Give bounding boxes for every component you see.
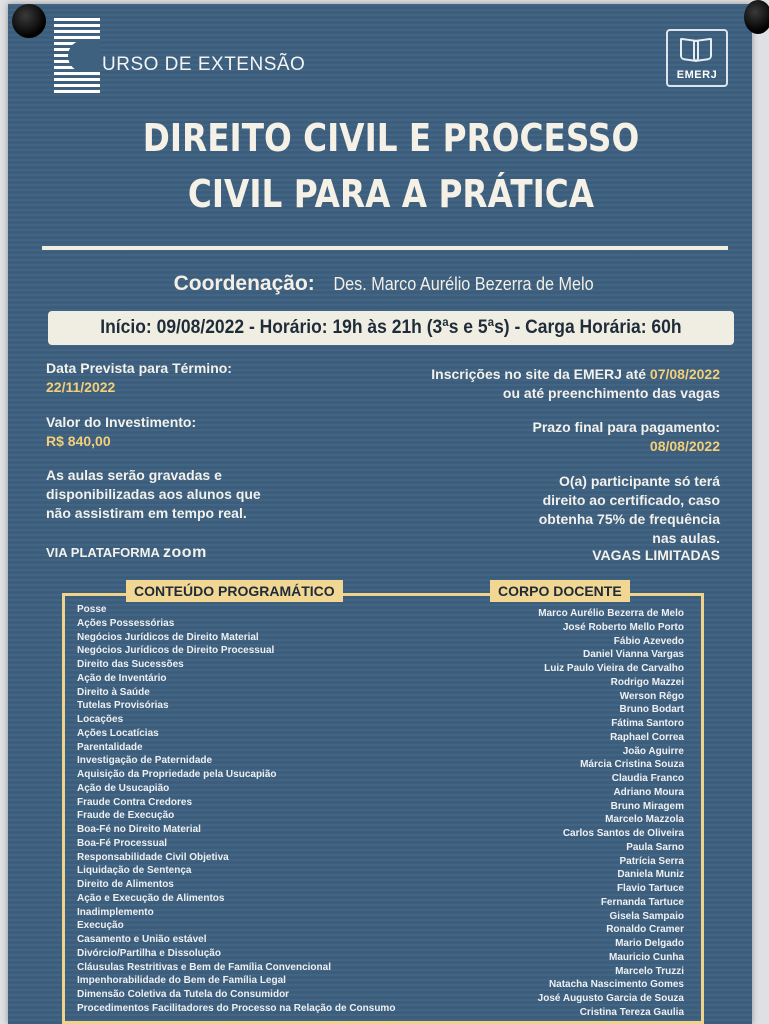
- faculty-item: Claudia Franco: [611, 773, 684, 784]
- faculty-item: João Aguirre: [622, 745, 684, 757]
- pushpin: [744, 0, 769, 34]
- payment-block: [390, 418, 720, 456]
- program-item: Negócios Jurídicos de Direito Processual: [77, 645, 275, 657]
- limited-seats: VAGAS LIMITADAS: [592, 547, 720, 563]
- faculty-item: Márcia Cristina Souza: [580, 759, 684, 771]
- platform-label: VIA PLATAFORMA: [46, 545, 160, 560]
- coordination-label: Coordenação:: [173, 272, 315, 295]
- faculty-item: Bruno Miragem: [610, 800, 684, 812]
- program-item: Investigação de Paternidade: [77, 755, 213, 767]
- coordination: [48, 272, 734, 296]
- faculty-item: Luiz Paulo Vieira de Carvalho: [544, 663, 684, 674]
- program-item: Liquidação de Sentença: [77, 865, 192, 877]
- program-item: Fraude de Execução: [77, 810, 175, 822]
- program-item: Aquisição da Propriedade pela Usucapião: [77, 769, 277, 780]
- faculty-item: Ronaldo Cramer: [606, 924, 684, 936]
- faculty-item: Mauricio Cunha: [608, 951, 684, 963]
- program-item: Casamento e União estável: [77, 934, 207, 945]
- program-item: Direito à Saúde: [77, 686, 150, 698]
- faculty-item: Flavio Tartuce: [616, 883, 684, 894]
- program-item: Cláusulas Restritivas e Bem de Família Convencional: [77, 961, 331, 973]
- program-item: Locações: [77, 714, 124, 725]
- program-item: Ação e Execução de Alimentos: [77, 892, 225, 904]
- faculty-item: Fátima Santoro: [611, 718, 684, 729]
- schedule-bar: [48, 311, 734, 345]
- emerj-logo-label: EMERJ: [676, 69, 718, 81]
- program-item: Dimensão Coletiva da Tutela do Consumidor: [77, 989, 290, 1000]
- program-item: Negócios Jurídicos de Direito Material: [77, 631, 259, 643]
- schedule-text: Início: 09/08/2022 - Horário: 19h às 21h (3ªs e 5ªs) - Carga Horária: 60h: [100, 317, 682, 338]
- program-item: Ação de Usucapião: [77, 782, 170, 794]
- faculty-item: Fernanda Tartuce: [600, 896, 684, 908]
- faculty-item: Fábio Azevedo: [613, 635, 684, 647]
- faculty-item: Daniel Vianna Vargas: [583, 649, 684, 661]
- faculty-item: Carlos Santos de Oliveira: [562, 828, 684, 839]
- program-item: Direito de Alimentos: [77, 879, 174, 890]
- registration-text: Inscrições no site da EMERJ até: [431, 366, 647, 382]
- faculty-item: José Roberto Mello Porto: [562, 621, 684, 633]
- pushpin: [12, 4, 46, 38]
- coordination-value: Des. Marco Aurélio Bezerra de Melo: [333, 274, 594, 294]
- program-item: Direito das Sucessões: [77, 659, 184, 670]
- program-item: Fraude Contra Credores: [77, 796, 193, 808]
- title-line-1: DIREITO CIVIL E PROCESSO: [142, 116, 640, 160]
- faculty-item: Marcelo Mazzola: [605, 814, 684, 826]
- program-item: Inadimplemento: [77, 906, 154, 918]
- program-item: Posse: [77, 604, 107, 615]
- end-date-block: [46, 359, 296, 397]
- faculty-item: Daniela Muniz: [617, 869, 684, 881]
- course-logo: [54, 18, 100, 94]
- program-item: Divórcio/Partilha e Dissolução: [77, 947, 221, 959]
- faculty-item: Natacha Nascimento Gomes: [548, 979, 684, 991]
- title-line-2: CIVIL PARA A PRÁTICA: [187, 172, 595, 216]
- zoom-logo: zoom: [163, 544, 207, 561]
- faculty-item: Marco Aurélio Bezerra de Melo: [538, 608, 684, 619]
- faculty-item: Raphael Correa: [610, 731, 684, 743]
- program-heading: CONTEÚDO PROGRAMÁTICO: [126, 580, 343, 602]
- faculty-heading: CORPO DOCENTE: [490, 580, 630, 602]
- certificate-note: O(a) participante só terá direito ao certificado, caso obtenha 75% de frequência nas aulas.: [538, 473, 720, 546]
- program-item: Responsabilidade Civil Objetiva: [77, 851, 229, 863]
- recorded-note: As aulas serão gravadas e disponibilizadas aos alunos que não assistiram em tempo real.: [46, 467, 261, 521]
- program-item: Procedimentos Facilitadores do Processo na Relação de Consumo: [77, 1002, 396, 1014]
- course-label: URSO DE EXTENSÃO: [102, 54, 306, 75]
- program-item: Tutelas Provisórias: [77, 700, 169, 712]
- faculty-item: Paula Sarno: [626, 841, 684, 853]
- program-item: Ações Locatícias: [77, 727, 159, 739]
- end-date-label: Data Prevista para Término:: [46, 360, 232, 376]
- emerj-logo: [666, 29, 728, 87]
- program-item: Impenhorabilidade do Bem de Família Legal: [77, 975, 286, 987]
- end-date-value: 22/11/2022: [46, 379, 116, 395]
- price-label: Valor do Investimento:: [46, 414, 197, 430]
- faculty-item: Gisela Sampaio: [609, 910, 684, 922]
- faculty-item: Rodrigo Mazzei: [610, 676, 684, 688]
- faculty-item: José Augusto Garcia de Souza: [537, 993, 684, 1004]
- payment-date: 08/08/2022: [649, 438, 720, 454]
- faculty-item: Patrícia Serra: [619, 855, 684, 867]
- program-item: Ações Possessórias: [77, 617, 175, 629]
- faculty-item: Bruno Bodart: [619, 704, 684, 716]
- book-icon: [680, 39, 712, 59]
- faculty-item: Mario Delgado: [615, 938, 684, 949]
- poster: [8, 4, 752, 1024]
- faculty-item: Cristina Tereza Gaulia: [579, 1006, 684, 1018]
- program-item: Boa-Fé no Direito Material: [77, 824, 201, 835]
- platform: [46, 544, 207, 562]
- registration-block: [390, 365, 720, 403]
- program-item: Execução: [77, 920, 124, 932]
- registration-extra: ou até preenchimento das vagas: [502, 385, 720, 401]
- program-item: Parentalidade: [77, 741, 143, 753]
- title-divider: [42, 246, 728, 250]
- faculty-list: [428, 607, 684, 1020]
- payment-label: Prazo final para pagamento:: [532, 419, 720, 435]
- faculty-item: Marcelo Truzzi: [615, 965, 684, 977]
- faculty-item: Werson Rêgo: [619, 690, 684, 702]
- price-block: [46, 413, 296, 451]
- program-item: Ação de Inventário: [77, 672, 167, 684]
- faculty-item: Adriano Moura: [613, 786, 684, 798]
- program-item: Boa-Fé Processual: [77, 837, 168, 849]
- registration-date: 07/08/2022: [649, 366, 720, 382]
- price-value: R$ 840,00: [46, 433, 111, 449]
